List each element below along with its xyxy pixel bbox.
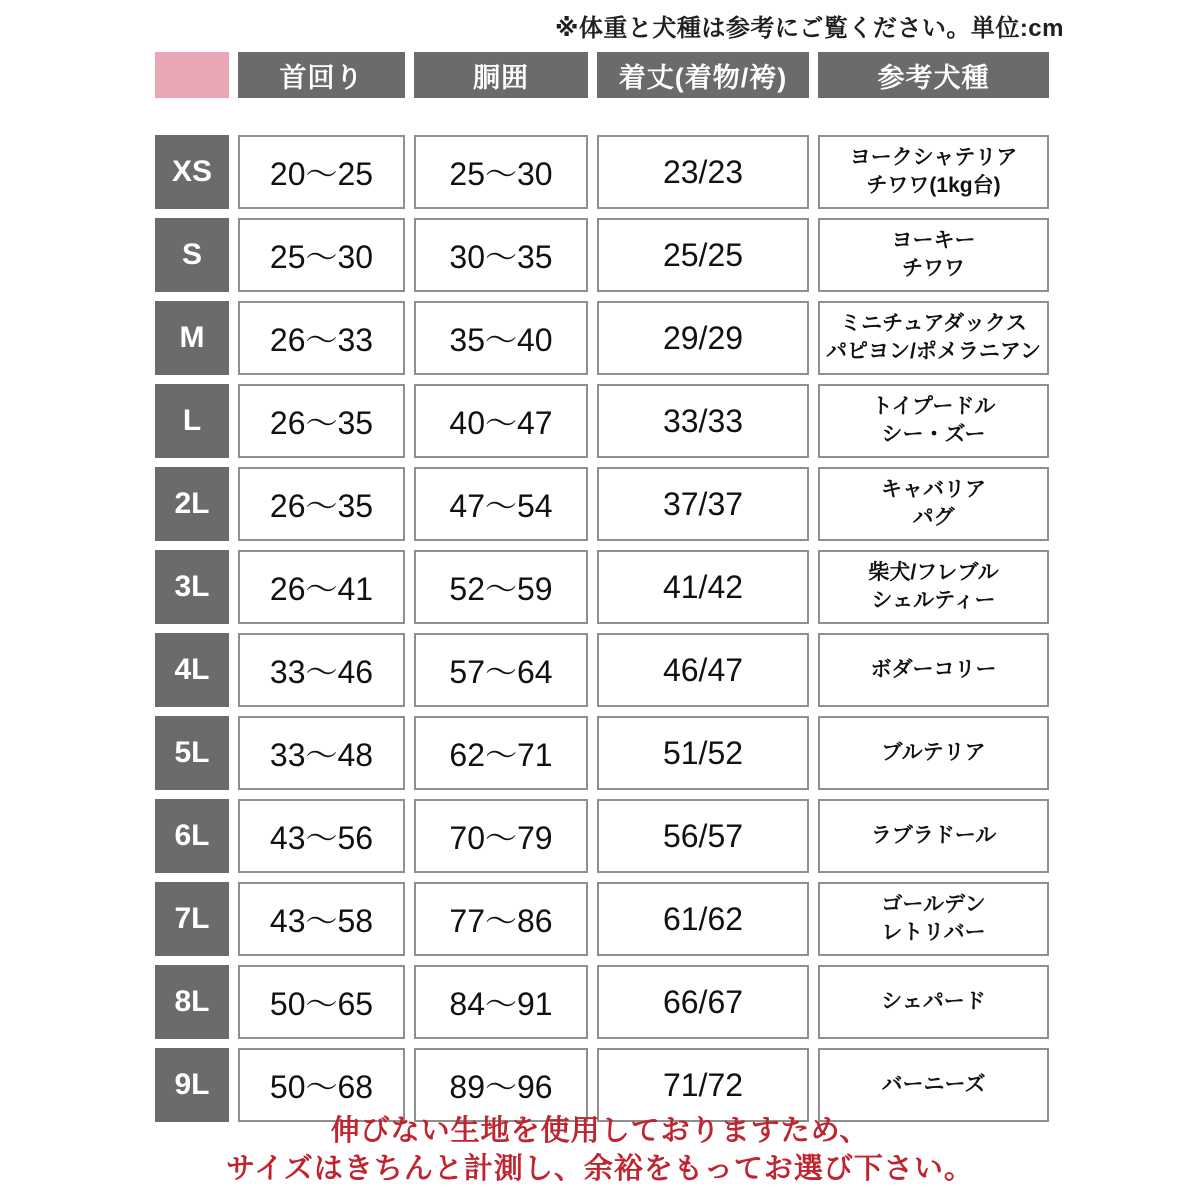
neck-value: 43〜58 [238, 882, 405, 956]
row-label-xs: XS [155, 135, 229, 209]
breed-line: ボダーコリー [870, 657, 997, 681]
breeds-value [818, 301, 1049, 375]
breeds-value [818, 799, 1049, 873]
neck-value: 26〜41 [238, 550, 405, 624]
reference-note: ※体重と犬種は参考にご覧ください。単位:cm [554, 15, 1064, 42]
breed-line: シェパード [881, 989, 986, 1013]
breeds-value [818, 135, 1049, 209]
length-value: 66/67 [597, 965, 809, 1039]
girth-value: 62〜71 [414, 716, 588, 790]
girth-value: 25〜30 [414, 135, 588, 209]
row-label-s: S [155, 218, 229, 292]
breed-line: シー・ズー [881, 423, 986, 446]
row-label-6l: 6L [155, 799, 229, 873]
neck-value: 26〜35 [238, 384, 405, 458]
neck-value: 25〜30 [238, 218, 405, 292]
breed-line: ゴールデン [881, 892, 986, 916]
row-label-m: M [155, 301, 229, 375]
breeds-value [818, 882, 1049, 956]
column-header-neck: 首回り [238, 52, 405, 98]
girth-value: 77〜86 [414, 882, 588, 956]
length-value: 71/72 [597, 1048, 809, 1122]
breed-line: キャバリア [881, 477, 986, 501]
breeds-value [818, 633, 1049, 707]
neck-value: 43〜56 [238, 799, 405, 873]
row-label-5l: 5L [155, 716, 229, 790]
breeds-value [818, 716, 1049, 790]
length-value: 51/52 [597, 716, 809, 790]
column-header-length: 着丈(着物/袴) [597, 52, 809, 98]
breeds-value [818, 550, 1049, 624]
size-table [155, 52, 1049, 1122]
girth-value: 84〜91 [414, 965, 588, 1039]
footer-warning-line-2: サイズはきちんと計測し、余裕をもってお選び下さい。 [226, 1153, 974, 1186]
row-label-2l: 2L [155, 467, 229, 541]
length-value: 56/57 [597, 799, 809, 873]
girth-value: 89〜96 [414, 1048, 588, 1122]
column-header-breeds: 参考犬種 [818, 52, 1049, 98]
column-header-girth: 胴囲 [414, 52, 588, 98]
neck-value: 33〜48 [238, 716, 405, 790]
breed-line: トイプードル [871, 394, 996, 418]
length-value: 33/33 [597, 384, 809, 458]
length-value: 25/25 [597, 218, 809, 292]
footer-warning-line-1: 伸びない生地を使用しておりますため、 [330, 1115, 870, 1147]
breeds-value [818, 467, 1049, 541]
breeds-value [818, 218, 1049, 292]
row-label-3l: 3L [155, 550, 229, 624]
length-value: 41/42 [597, 550, 809, 624]
neck-value: 20〜25 [238, 135, 405, 209]
girth-value: 35〜40 [414, 301, 588, 375]
breeds-value [818, 1048, 1049, 1122]
breed-line: ブルテリア [881, 740, 986, 764]
neck-value: 50〜68 [238, 1048, 405, 1122]
neck-value: 50〜65 [238, 965, 405, 1039]
row-label-7l: 7L [155, 882, 229, 956]
breed-line: ヨークシャテリア [849, 145, 1018, 169]
girth-value: 30〜35 [414, 218, 588, 292]
row-label-9l: 9L [155, 1048, 229, 1122]
length-value: 37/37 [597, 467, 809, 541]
row-label-8l: 8L [155, 965, 229, 1039]
girth-value: 47〜54 [414, 467, 588, 541]
breed-line: 柴犬/フレブル [868, 560, 999, 584]
breed-line: バーニーズ [881, 1072, 986, 1096]
breed-line: シェルティー [871, 589, 996, 612]
neck-value: 26〜35 [238, 467, 405, 541]
breeds-value [818, 965, 1049, 1039]
breed-line: パグ [912, 506, 955, 529]
breed-line: ラブラドール [870, 823, 997, 847]
row-label-l: L [155, 384, 229, 458]
breed-line: ミニチュアダックス [840, 311, 1027, 335]
girth-value: 70〜79 [414, 799, 588, 873]
length-value: 29/29 [597, 301, 809, 375]
girth-value: 40〜47 [414, 384, 588, 458]
neck-value: 26〜33 [238, 301, 405, 375]
girth-value: 57〜64 [414, 633, 588, 707]
length-value: 23/23 [597, 135, 809, 209]
breed-line: チワワ [902, 257, 965, 280]
neck-value: 33〜46 [238, 633, 405, 707]
breed-line: レトリバー [881, 921, 986, 944]
breeds-value [818, 384, 1049, 458]
breed-line: パピヨン/ポメラニアン [826, 340, 1041, 363]
corner-cell [155, 52, 229, 98]
row-label-4l: 4L [155, 633, 229, 707]
breed-line: ヨーキー [891, 228, 976, 252]
length-value: 61/62 [597, 882, 809, 956]
footer-warning [0, 1112, 1200, 1189]
length-value: 46/47 [597, 633, 809, 707]
breed-line: チワワ(1kg台) [866, 174, 1001, 197]
girth-value: 52〜59 [414, 550, 588, 624]
